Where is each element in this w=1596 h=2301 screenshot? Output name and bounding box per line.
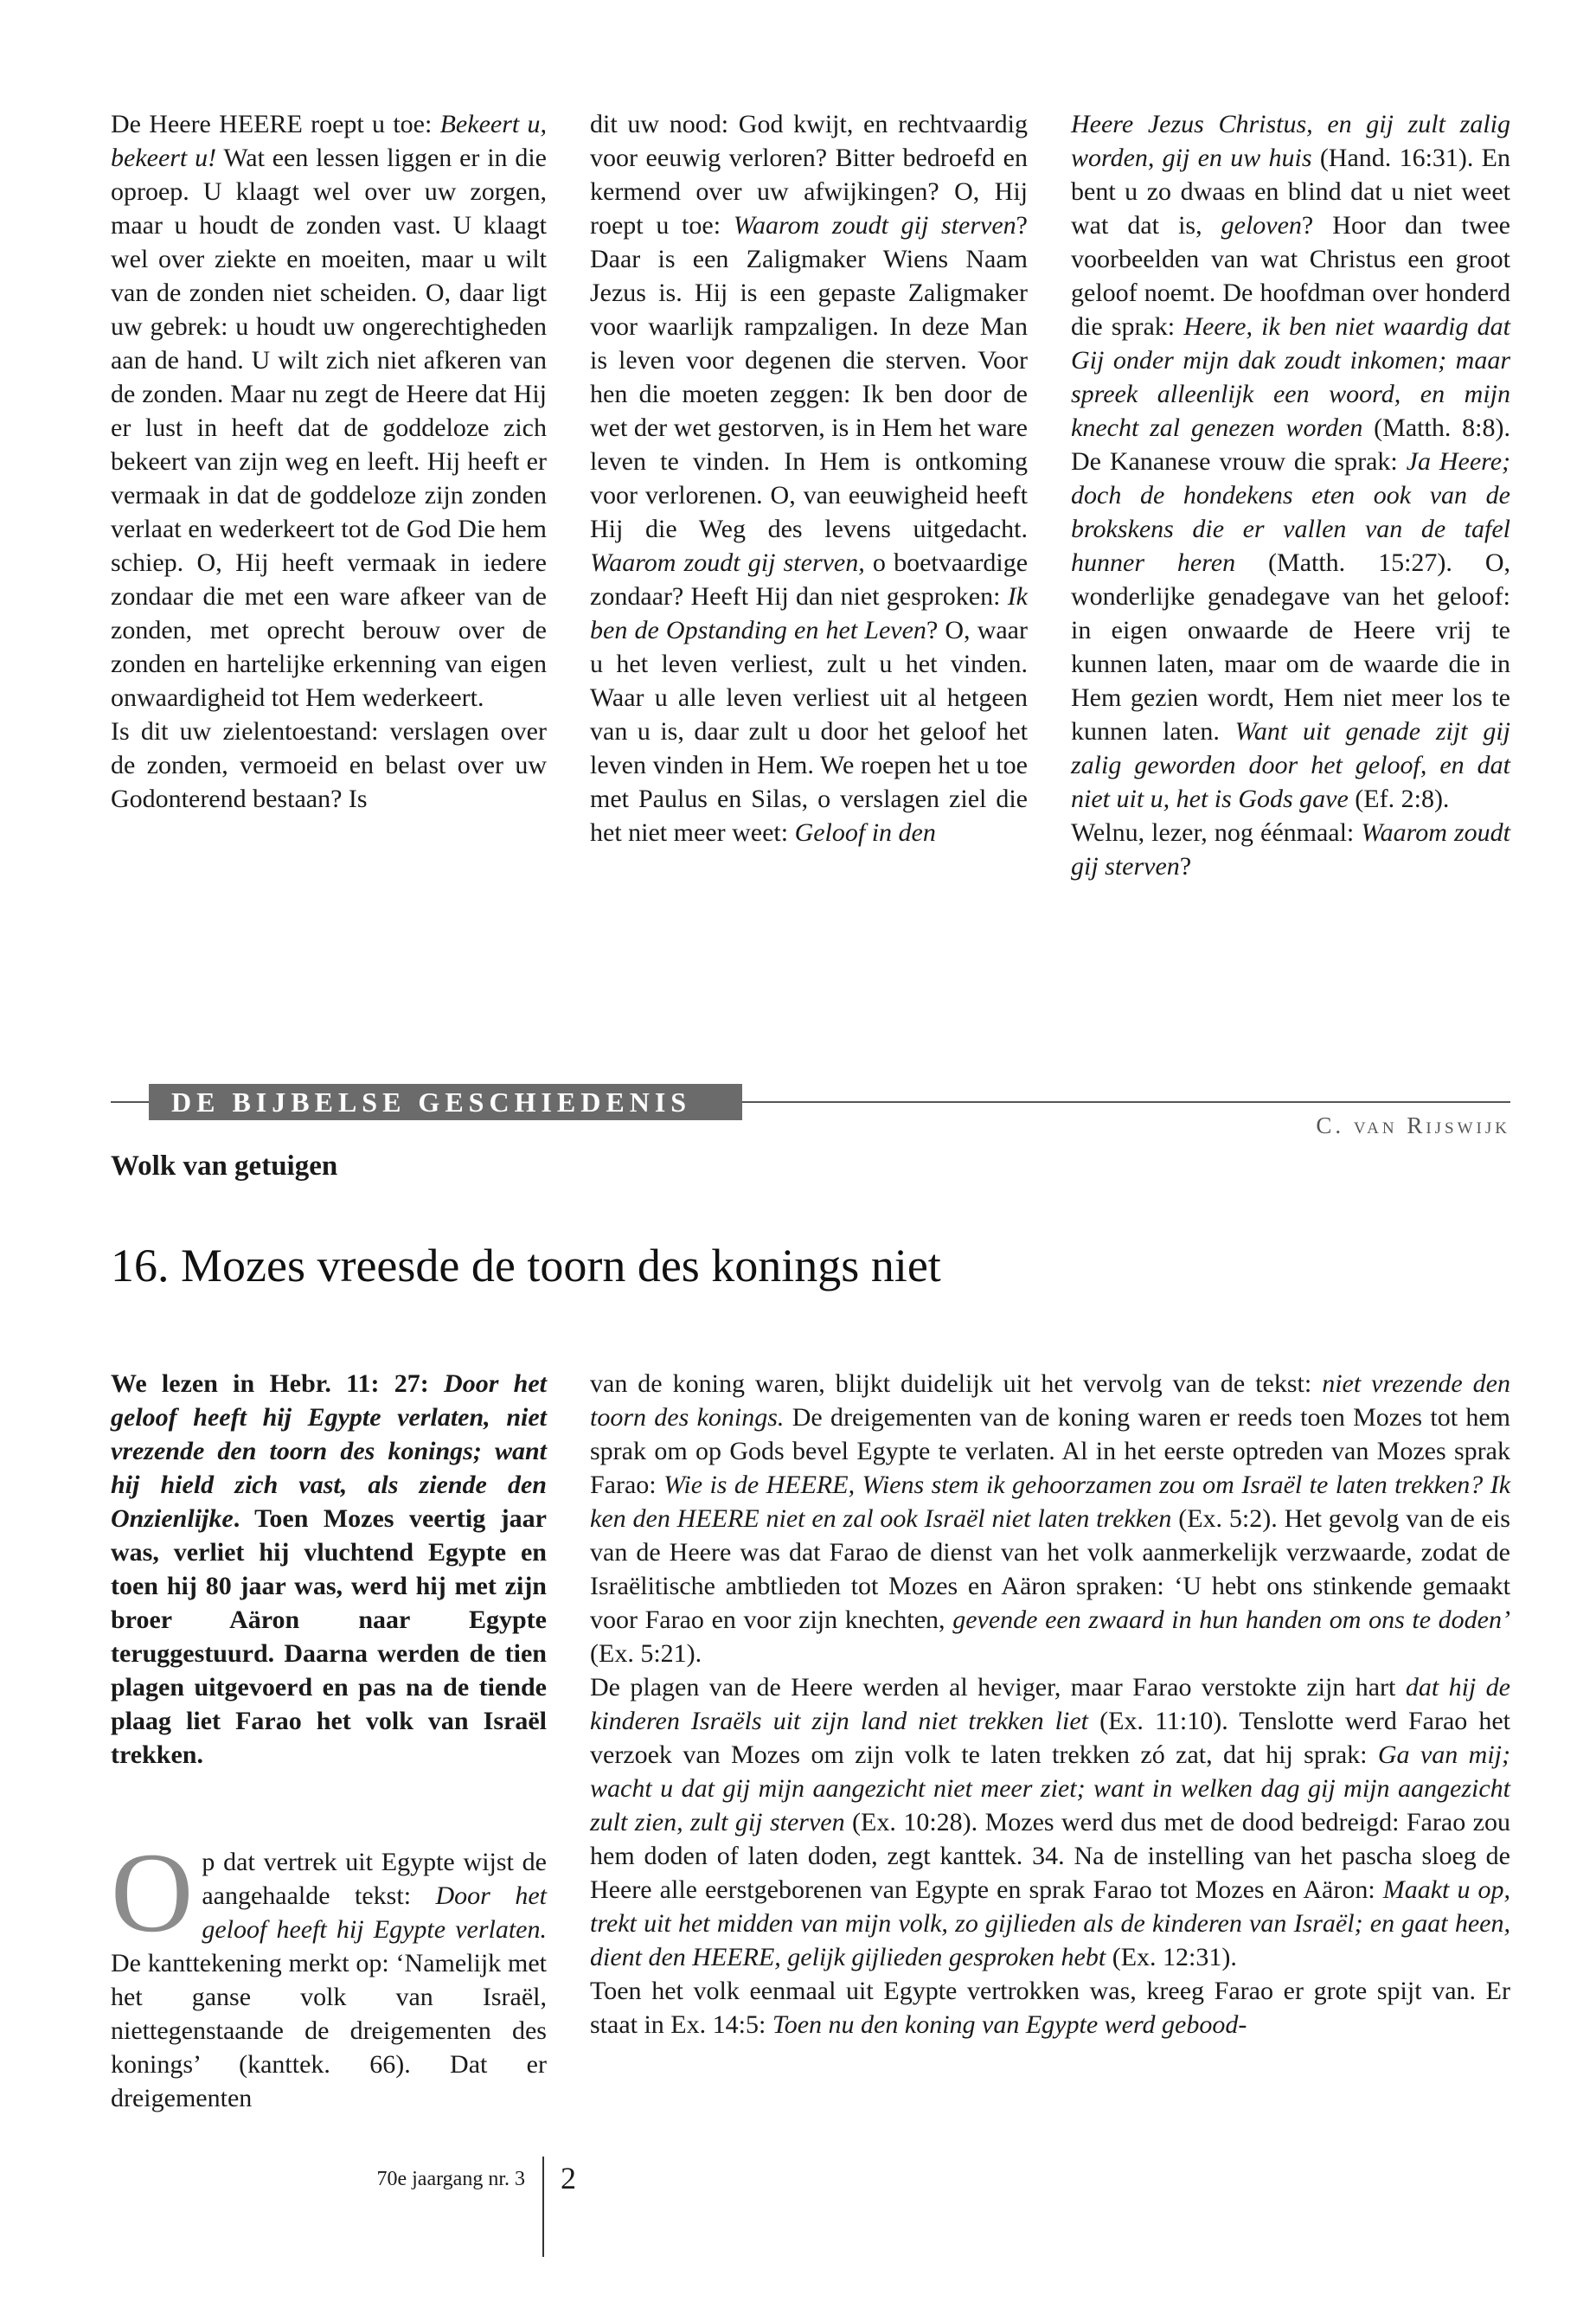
drop-cap: O [111, 1829, 194, 1956]
top-column-1-text: De Heere HEERE roept u toe: Bekeert u, bekeert u! Wat een lessen liggen er in die oproep. U klaagt wel over uw zorgen, maar u houdt de zonden vast. U klaagt wel over ziekte en moeiten, maar u wilt van de zonden niet scheiden. O, daar ligt uw gebrek: u houdt uw ongerechtigheden aan de hand. U wilt zich niet afkeren van de zonden. Maar nu zegt de Heere dat Hij er lust in heeft dat de goddeloze zich bekeert van zijn weg en leeft. Hij heeft er vermaak in dat de goddeloze zijn zonden verlaat en wederkeert tot de God Die hem schiep. O, Hij heeft vermaak in iedere zondaar die met een ware afkeer van de zonden, met oprecht berouw over de zonden en hartelijke erkenning van eigen onwaardigheid tot Hem wederkeert. Is dit uw zielentoestand: verslagen over de zonden, vermoeid en belast over uw Godonterend bestaan? Is [111, 110, 547, 813]
article-column-1 [111, 1829, 547, 2115]
top-column-2-text: dit uw nood: God kwijt, en rechtvaardig voor eeuwig verloren? Bitter bedroefd en kermend over uw afwijkingen? O, Hij roept u toe: Waarom zoudt gij sterven? Daar is een Zaligmaker Wiens Naam Jezus is. Hij is een gepaste Zaligmaker voor waarlijk rampzaligen. In deze Man is leven voor degenen die sterven. Voor hen die moeten zeggen: Ik ben door de wet der wet gestorven, is in Hem het ware leven te vinden. In Hem is ontkoming voor verlorenen. O, van eeuwigheid heeft Hij die Weg des levens uitgedacht. Waarom zoudt gij sterven, o boetvaardige zondaar? Heeft Hij dan niet gesproken: Ik ben de Opstanding en het Leven? O, waar u het leven verliest, zult u het vinden. Waar u alle leven verliest uit al hetgeen van u is, daar zult u door het geloof het leven vinden in Hem. We roepen het u toe met Paulus en Silas, o verslagen ziel die het niet meer weet: Geloof in den [590, 110, 1029, 847]
article-column-2-text: van de koning waren, blijkt duidelijk uit het vervolg van de tekst: niet vrezende den toorn des konings. De dreigementen van de koning waren er reeds toen Mozes tot hem sprak om op Gods bevel Egypte te verlaten. Al in het eerste optreden van Mozes sprak Farao: Wie is de HEERE, Wiens stem ik gehoorzamen zou om Israël te laten trekken? Ik ken den HEERE niet en zal ook Israël niet laten trekken (Ex. 5:2). Het gevolg van de eis van de Heere was dat Farao de dienst van het volk aanmerkelijk verzwaarde, zodat de Israëlitische ambtlieden tot Mozes en Aäron spraken: ‘U hebt ons stinkende gemaakt voor Farao en voor zijn knechten, gevende een zwaard in hun handen om ons te doden’ (Ex. 5:21). De plagen van de Heere werden al heviger, maar Farao verstokte zijn hart dat hij de kinderen Israëls uit zijn land niet trekken liet (Ex. 11:10). Tenslotte werd Farao het verzoek van Mozes om zijn volk te laten trekken zó zat, dat hij sprak: Ga van mij; wacht u dat gij mijn aangezicht niet meer ziet; want in welken dag gij mijn aangezicht zult zien, zult gij sterven (Ex. 10:28). Mozes werd dus met de dood bedreigd: Farao zou hem doden of laten doden, zegt kanttek. 34. Na de instelling van het pascha sloeg de Heere alle eerstgeborenen van Egypte en sprak Farao tot Mozes en Aäron: Maakt u op, trekt uit het midden van mijn volk, zo gijlieden als de kinderen van Israël; en gaat heen, dient den HEERE, gelijk gijlieden gesproken hebt (Ex. 12:31). Toen het volk eenmaal uit Egypte vertrokken was, kreeg Farao er grote spijt van. Er staat in Ex. 14:5: Toen nu den koning van Egypte werd gebood- [590, 1369, 1511, 2039]
page-number: 2 [561, 2161, 576, 2195]
footer-divider [542, 2157, 544, 2257]
top-column-1 [111, 107, 547, 816]
section-subtitle: Wolk van getuigen [111, 1150, 338, 1182]
article-intro: We lezen in Hebr. 11: 27: Door het geloof heeft hij Egypte verlaten, niet vrezende den toorn des konings; want hij hield zich vast, als ziende den Onzienlijke. Toen Mozes veertig jaar was, verliet hij vluchtend Egypte en toen hij 80 jaar was, werd hij met zijn broer Aäron naar Egypte teruggestuurd. Daarna werden de tien plagen uitgevoerd en pas na de tiende plaag liet Farao het volk van Israël trekken. [111, 1369, 547, 1769]
top-column-3 [1071, 107, 1510, 883]
section-label: DE BIJBELSE GESCHIEDENIS [149, 1084, 742, 1120]
footer-journal-issue: 70e jaargang nr. 3 [376, 2168, 525, 2190]
top-column-2 [590, 107, 1028, 849]
author-name: C. van Rijswijk [1316, 1112, 1510, 1138]
article-title: 16. Mozes vreesde de toorn des konings niet [111, 1240, 941, 1292]
article-column-2 [590, 1367, 1510, 2041]
article-column-1-text: p dat vertrek uit Egypte wijst de aangehaalde tekst: Door het geloof heeft hij Egypte verlaten. De kanttekening merkt op: ‘Namelijk met het ganse volk van Israël, niettegenstaande de dreigementen des konings’ (kanttek. 66). Dat er dreigementen [111, 1848, 547, 2112]
top-column-3-text: Heere Jezus Christus, en gij zult zalig worden, gij en uw huis (Hand. 16:31). En bent u zo dwaas en blind dat u niet weet wat dat is, geloven? Hoor dan twee voorbeelden van wat Christus een groot geloof noemt. De hoofdman over honderd die sprak: Heere, ik ben niet waardig dat Gij onder mijn dak zoudt inkomen; maar spreek alleenlijk een woord, en mijn knecht zal genezen worden (Matth. 8:8). De Kananese vrouw die sprak: Ja Heere; doch de hondekens eten ook van de brokskens die er vallen van de tafel hunner heren (Matth. 15:27). O, wonderlijke genadegave van het geloof: in eigen onwaarde de Heere vrij te kunnen laten, maar om de waarde die in Hem gezien wordt, Hem niet meer los te kunnen laten. Want uit genade zijt gij zalig geworden door het geloof, en dat niet uit u, het is Gods gave (Ef. 2:8). Welnu, lezer, nog éénmaal: Waarom zoudt gij sterven? [1071, 110, 1511, 881]
